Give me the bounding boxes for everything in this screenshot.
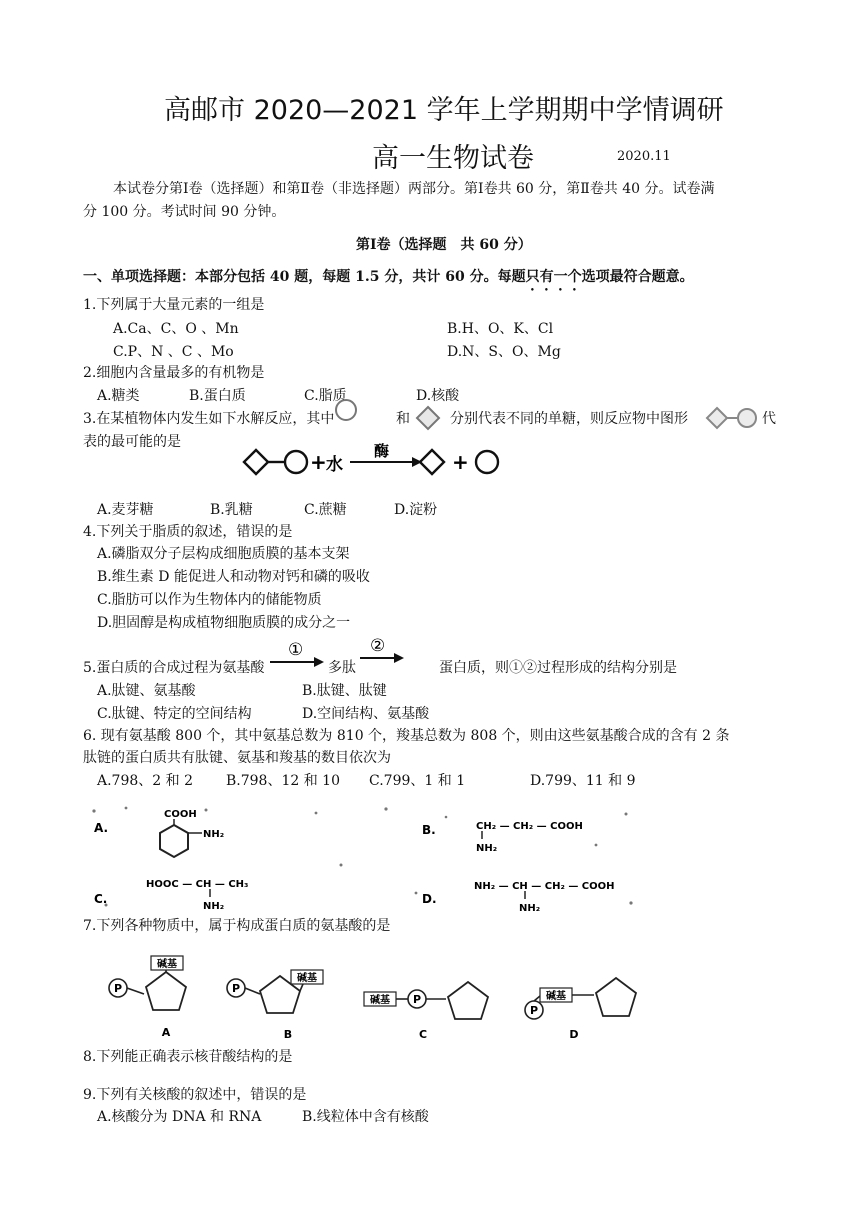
svg-text:NH₂: NH₂ <box>476 843 498 854</box>
q6-option-d: D.799、11 和 9 <box>530 773 636 789</box>
q6-stem-line2: 肽链的蛋白质共有肽键、氨基和羧基的数目依次为 <box>83 750 391 766</box>
svg-text:碱基: 碱基 <box>297 973 317 984</box>
q2-option-c: C.脂质 <box>304 388 347 404</box>
q5-stem-part1: 5.蛋白质的合成过程为氨基酸 <box>83 660 265 676</box>
q6-stem-line1: 6. 现有氨基酸 800 个，其中氨基总数为 810 个，羧基总数为 808 个，则由这些氨基酸合成的含有 2 条 <box>83 728 730 744</box>
svg-text:A: A <box>161 1026 171 1039</box>
q5-option-a: A.肽键、氨基酸 <box>97 683 196 699</box>
svg-text:NH₂: NH₂ <box>203 901 225 912</box>
svg-text:P: P <box>529 1004 539 1017</box>
diamond-icon <box>414 404 442 434</box>
svg-text:NH₂: NH₂ <box>519 903 541 914</box>
svg-text:D: D <box>569 1028 579 1041</box>
intro-line-2: 分 100 分。考试时间 90 分钟。 <box>83 204 286 220</box>
q3-stem-part5: 表的最可能的是 <box>83 434 181 450</box>
q1-option-a: A.Ca、C、O 、Mn <box>113 321 239 337</box>
svg-text:COOH: COOH <box>164 809 197 820</box>
q6-option-c: C.799、1 和 1 <box>369 773 466 789</box>
q3-option-c: C.蔗糖 <box>304 502 347 518</box>
arrow-step-1 <box>268 638 328 672</box>
svg-text:D.: D. <box>422 892 437 906</box>
amino-acid-structures-figure <box>86 805 641 915</box>
svg-text:P: P <box>231 982 241 995</box>
q4-option-c: C.脂肪可以作为生物体内的储能物质 <box>97 592 322 608</box>
q5-stem-part3: 蛋白质，则①②过程形成的结构分别是 <box>439 660 677 676</box>
exam-title: 高邮市 2020—2021 学年上学期期中学情调研 <box>164 95 724 126</box>
q3-stem-part1: 3.在某植物体内发生如下水解反应，其中 <box>83 411 335 427</box>
equation-water: 水 <box>326 455 343 475</box>
q5-stem-part2: 多肽 <box>328 660 356 676</box>
q4-stem: 4.下列关于脂质的叙述，错误的是 <box>83 524 293 540</box>
svg-text:P: P <box>412 993 422 1006</box>
svg-text:①: ① <box>288 640 304 660</box>
q1-option-b: B.H、O、K、Cl <box>447 321 554 337</box>
svg-text:碱基: 碱基 <box>370 995 390 1006</box>
svg-text:C: C <box>418 1028 428 1041</box>
q9-option-a: A.核酸分为 DNA 和 RNA <box>97 1109 262 1125</box>
svg-text:HOOC — CH — CH₃: HOOC — CH — CH₃ <box>146 879 249 890</box>
exam-date: 2020.11 <box>617 149 671 164</box>
svg-text:NH₂: NH₂ <box>203 829 225 840</box>
intro-line-1: 本试卷分第Ⅰ卷（选择题）和第Ⅱ卷（非选择题）两部分。第Ⅰ卷共 60 分，第Ⅱ卷共 40 分。试卷满 <box>113 181 715 197</box>
svg-text:+: + <box>310 450 327 474</box>
section-instructions: 一、单项选择题：本部分包括 40 题，每题 1.5 分，共计 60 分。每题只有一个选项最符合题意。 <box>83 269 694 285</box>
q1-option-c: C.P、N 、C 、Mo <box>113 344 234 360</box>
q2-option-a: A.糖类 <box>97 388 140 404</box>
q3-option-d: D.淀粉 <box>394 502 438 518</box>
hydrolysis-equation <box>240 442 510 482</box>
q3-option-a: A.麦芽糖 <box>97 502 154 518</box>
q9-option-b: B.线粒体中含有核酸 <box>302 1109 429 1125</box>
q2-option-b: B.蛋白质 <box>189 388 246 404</box>
q9-stem: 9.下列有关核酸的叙述中，错误的是 <box>83 1087 307 1103</box>
svg-text:NH₂ — CH — CH₂ — COOH: NH₂ — CH — CH₂ — COOH <box>474 881 615 892</box>
q3-stem-part2: 和 <box>396 411 410 427</box>
q2-stem: 2.细胞内含量最多的有机物是 <box>83 365 265 381</box>
svg-text:碱基: 碱基 <box>157 959 177 970</box>
svg-text:A.: A. <box>94 821 109 835</box>
q7-stem: 7.下列各种物质中，属于构成蛋白质的氨基酸的是 <box>83 918 391 934</box>
q5-option-c: C.肽键、特定的空间结构 <box>97 706 252 722</box>
q2-option-d: D.核酸 <box>416 388 460 404</box>
svg-text:B.: B. <box>422 823 436 837</box>
q3-stem-part3: 分别代表不同的单糖，则反应物中图形 <box>450 411 688 427</box>
nucleotide-structures-figure <box>100 950 650 1042</box>
q5-option-b: B.肽键、肽键 <box>302 683 387 699</box>
svg-text:CH₂ — CH₂ — COOH: CH₂ — CH₂ — COOH <box>476 821 583 832</box>
svg-text:+: + <box>452 450 469 474</box>
arrow-step-2 <box>358 634 408 668</box>
q5-option-d: D.空间结构、氨基酸 <box>302 706 430 722</box>
equation-enzyme: 酶 <box>374 442 390 460</box>
section-heading: 第Ⅰ卷（选择题 共 60 分） <box>356 237 532 253</box>
svg-text:C.: C. <box>94 892 108 906</box>
circle-icon <box>332 397 360 425</box>
emphasis-only-one: 只有一个 <box>525 269 582 285</box>
q3-option-b: B.乳糖 <box>210 502 253 518</box>
q8-stem: 8.下列能正确表示核苷酸结构的是 <box>83 1049 293 1065</box>
svg-text:碱基: 碱基 <box>546 991 566 1002</box>
q4-option-d: D.胆固醇是构成植物细胞质膜的成分之一 <box>97 615 351 631</box>
diamond-circle-icon <box>705 405 761 431</box>
q4-option-a: A.磷脂双分子层构成细胞质膜的基本支架 <box>97 546 350 562</box>
q6-option-b: B.798、12 和 10 <box>226 773 340 789</box>
q1-stem: 1.下列属于大量元素的一组是 <box>83 297 265 313</box>
svg-text:P: P <box>113 982 123 995</box>
svg-text:②: ② <box>370 636 386 656</box>
exam-subtitle: 高一生物试卷 <box>372 143 534 174</box>
q3-stem-part4: 代 <box>762 411 776 427</box>
q1-option-d: D.N、S、O、Mg <box>447 344 561 360</box>
q6-option-a: A.798、2 和 2 <box>97 773 193 789</box>
q4-option-b: B.维生素 D 能促进人和动物对钙和磷的吸收 <box>97 569 370 585</box>
svg-text:B: B <box>283 1028 293 1041</box>
